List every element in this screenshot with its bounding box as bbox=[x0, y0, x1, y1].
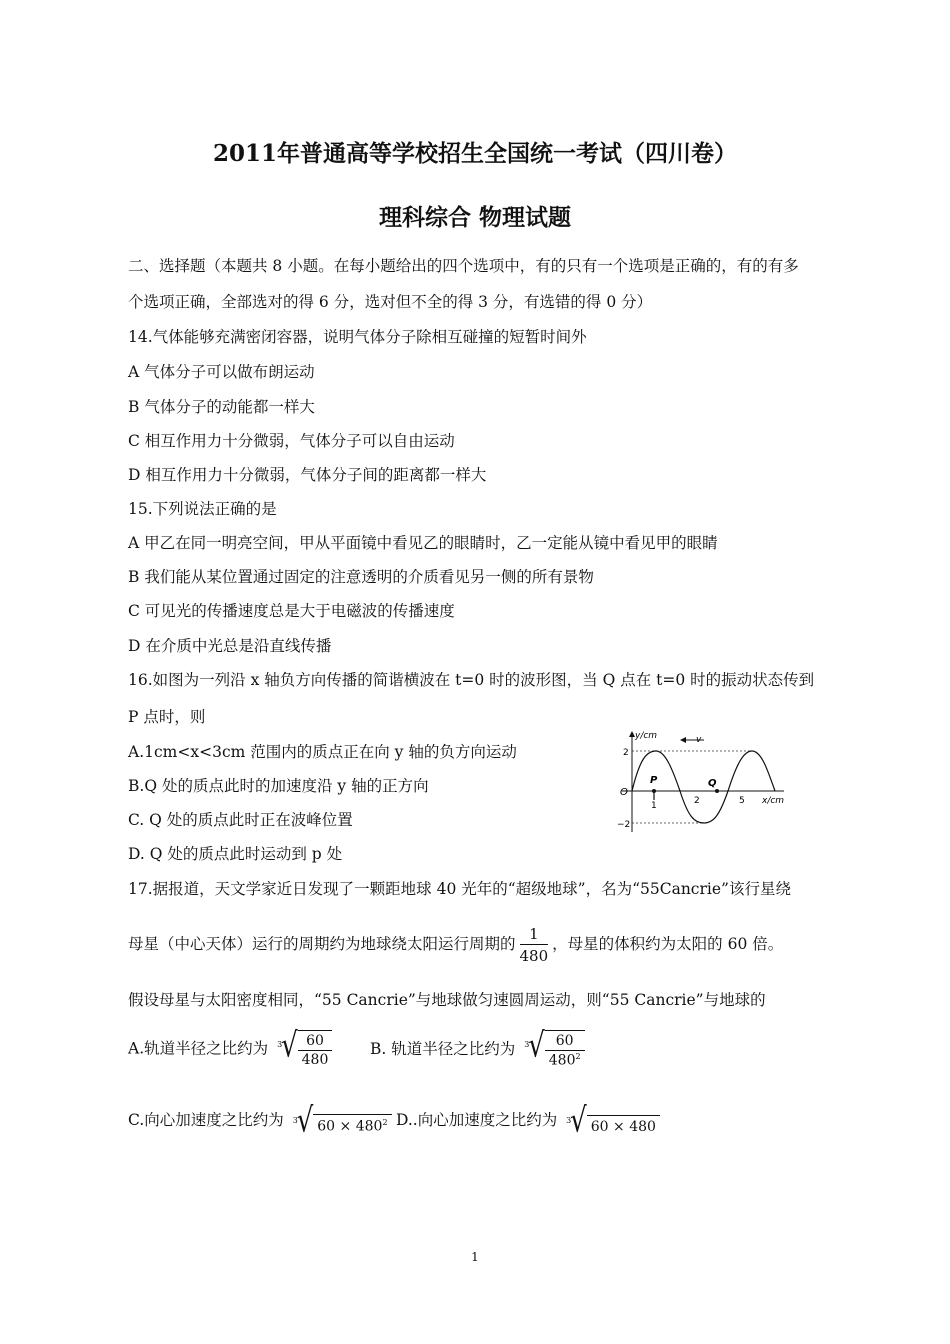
section-intro-line-1: 二、选择题（本题共 8 小题。在每小题给出的四个选项中，有的只有一个选项是正确的，有的有多 bbox=[128, 257, 799, 275]
q15-option-d: D 在介质中光总是沿直线传播 bbox=[128, 637, 332, 655]
q16-option-d: D. Q 处的质点此时运动到 p 处 bbox=[128, 845, 343, 863]
q17-option-c bbox=[128, 1101, 392, 1141]
x-tick-5: 5 bbox=[739, 796, 745, 806]
page-subtitle: 理科综合 物理试题 bbox=[378, 204, 571, 231]
point-q bbox=[715, 789, 719, 793]
q17-option-a-label: A.轨道半径之比约为 bbox=[128, 1039, 269, 1058]
page-title: 2011年普通高等学校招生全国统一考试（四川卷） bbox=[212, 140, 737, 167]
y-axis-label: y/cm bbox=[635, 731, 658, 741]
q15-stem: 15.下列说法正确的是 bbox=[128, 500, 277, 518]
option-a-denominator: 480 bbox=[301, 1052, 329, 1068]
y-tick-neg: −2 bbox=[617, 820, 631, 830]
q14-option-b: B 气体分子的动能都一样大 bbox=[128, 398, 315, 416]
fraction-denominator: 480 bbox=[519, 947, 549, 965]
q14-option-d: D 相互作用力十分微弱，气体分子间的距离都一样大 bbox=[128, 466, 487, 484]
q15-option-b: B 我们能从某位置通过固定的注意透明的介质看见另一侧的所有景物 bbox=[128, 568, 594, 586]
q15-option-a: A 甲乙在同一明亮空间，甲从平面镜中看见乙的眼睛时，乙一定能从镜中看见甲的眼睛 bbox=[128, 534, 718, 552]
point-p-label: P bbox=[650, 775, 658, 786]
velocity-label: v bbox=[696, 735, 702, 745]
x-axis-label: x/cm bbox=[762, 796, 785, 806]
radical-sign: √ bbox=[528, 1026, 545, 1066]
root-index: 3 bbox=[566, 1116, 572, 1125]
wave-curve bbox=[632, 751, 775, 823]
radical-sign: √ bbox=[570, 1101, 587, 1141]
option-b-numerator: 60 bbox=[545, 1031, 585, 1051]
wave-figure bbox=[612, 728, 792, 836]
cube-root-a bbox=[277, 1026, 332, 1069]
q17-stem-line-3: 假设母星与太阳密度相同，“55 Cancrie”与地球做匀速圆周运动，则“55 Cancrie”与地球的 bbox=[128, 991, 766, 1009]
y-tick-pos: 2 bbox=[623, 748, 629, 758]
origin-label: O bbox=[620, 787, 628, 798]
page-number: 1 bbox=[471, 1250, 479, 1264]
section-intro-line-2: 个选项正确，全部选对的得 6 分，选对但不全的得 3 分，有选错的得 0 分） bbox=[128, 293, 653, 311]
q16-stem-line-1: 16.如图为一列沿 x 轴负方向传播的简谐横波在 t=0 时的波形图，当 Q 点在 t=0 时的振动状态传到 bbox=[128, 671, 815, 689]
point-p bbox=[652, 789, 656, 793]
q16-option-a: A.1cm<x<3cm 范围内的质点正在向 y 轴的负方向运动 bbox=[128, 743, 517, 761]
q17-option-b-label: B. 轨道半径之比约为 bbox=[370, 1039, 516, 1058]
q16-option-b: B.Q 处的质点此时的加速度沿 y 轴的正方向 bbox=[128, 777, 429, 795]
q14-stem: 14.气体能够充满密闭容器，说明气体分子除相互碰撞的短暂时间外 bbox=[128, 328, 587, 346]
fraction-numerator: 1 bbox=[520, 925, 549, 945]
x-tick-1: 1 bbox=[651, 801, 657, 811]
option-c-expression: 60 × 480 bbox=[317, 1118, 383, 1135]
period-fraction bbox=[520, 925, 549, 965]
radical-sign: √ bbox=[296, 1101, 314, 1141]
q17-option-d bbox=[396, 1101, 660, 1141]
option-b-exponent: 2 bbox=[575, 1052, 581, 1061]
velocity-arrowhead bbox=[680, 737, 686, 743]
q16-option-c: C. Q 处的质点此时正在波峰位置 bbox=[128, 811, 353, 829]
point-q-label: Q bbox=[708, 778, 717, 789]
q17-stem-part-a: 母星（中心天体）运行的周期约为地球绕太阳运行周期的 bbox=[128, 935, 516, 953]
q14-option-c: C 相互作用力十分微弱，气体分子可以自由运动 bbox=[128, 432, 455, 450]
root-index: 3 bbox=[277, 1040, 283, 1049]
q17-option-b bbox=[370, 1026, 585, 1070]
radical-sign: √ bbox=[281, 1026, 298, 1065]
option-a-numerator: 60 bbox=[298, 1031, 333, 1051]
q17-option-d-label: D..向心加速度之比约为 bbox=[396, 1111, 558, 1129]
cube-root-c bbox=[292, 1101, 392, 1141]
root-index: 3 bbox=[292, 1116, 298, 1125]
q17-option-a bbox=[128, 1026, 332, 1069]
q16-stem-line-2: P 点时，则 bbox=[128, 708, 206, 726]
q17-option-c-label: C.向心加速度之比约为 bbox=[128, 1111, 284, 1129]
option-c-exponent: 2 bbox=[382, 1118, 388, 1128]
root-index: 3 bbox=[524, 1040, 530, 1049]
q14-option-a: A 气体分子可以做布朗运动 bbox=[128, 363, 315, 381]
q17-stem-line-2 bbox=[128, 925, 783, 965]
option-d-expression: 60 × 480 bbox=[587, 1115, 660, 1136]
q17-stem-part-b: ，母星的体积约为太阳的 60 倍。 bbox=[552, 935, 784, 953]
option-b-denominator: 480 bbox=[548, 1052, 576, 1069]
x-tick-2: 2 bbox=[694, 796, 700, 806]
q15-option-c: C 可见光的传播速度总是大于电磁波的传播速度 bbox=[128, 602, 455, 620]
cube-root-d bbox=[566, 1101, 660, 1141]
cube-root-b bbox=[524, 1026, 584, 1070]
q17-stem-line-1: 17.据报道，天文学家近日发现了一颗距地球 40 光年的“超级地球”，名为“55Cancrie”该行星绕 bbox=[128, 880, 791, 898]
